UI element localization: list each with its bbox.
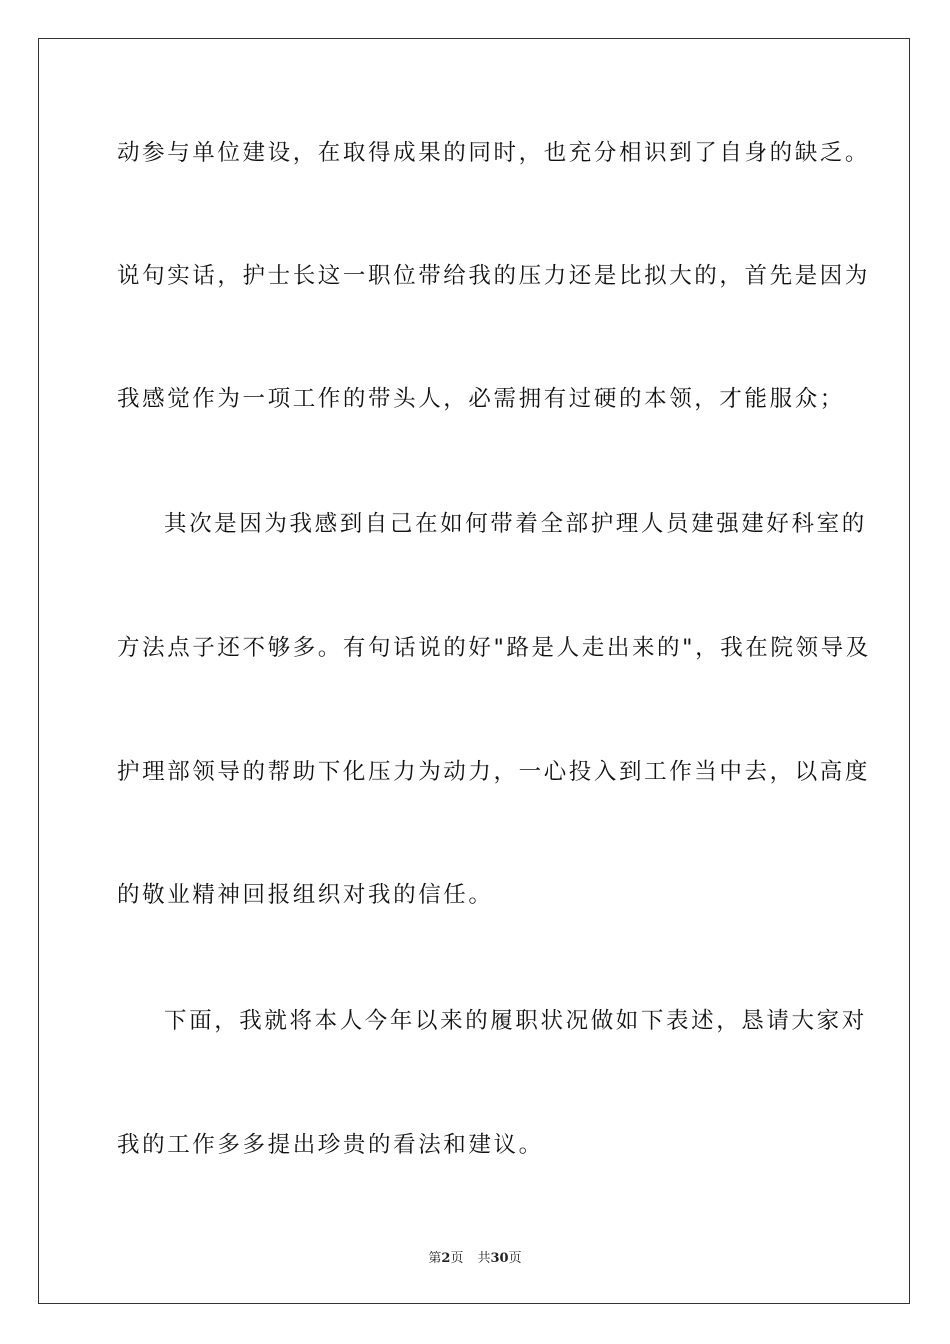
text-line-8: 下面，我就将本人今年以来的履职状况做如下表述，恳请大家对 <box>164 1008 867 1034</box>
text-line-7: 的敬业精神回报组织对我的信任。 <box>117 882 494 908</box>
footer-total-prefix: 共 <box>477 1251 491 1266</box>
text-line-1: 动参与单位建设，在取得成果的同时，也充分相识到了自身的缺乏。 <box>117 140 871 166</box>
text-line-3: 我感觉作为一项工作的带头人，必需拥有过硬的本领，才能服众； <box>117 386 845 412</box>
text-line-2: 说句实话，护士长这一职位带给我的压力还是比拟大的，首先是因为 <box>117 263 871 289</box>
text-line-9: 我的工作多多提出珍贵的看法和建议。 <box>117 1132 544 1158</box>
text-line-4: 其次是因为我感到自己在如何带着全部护理人员建强建好科室的 <box>164 511 867 537</box>
text-line-6: 护理部领导的帮助下化压力为动力，一心投入到工作当中去，以高度 <box>117 759 871 785</box>
page-border <box>38 38 910 1304</box>
footer-page-suffix: 页 <box>450 1251 464 1266</box>
page-footer <box>0 1247 950 1266</box>
text-line-5: 方法点子还不够多。有句话说的好"路是人走出来的"，我在院领导及 <box>117 635 871 661</box>
footer-total-suffix: 页 <box>508 1251 522 1266</box>
footer-total-pages: 30 <box>490 1251 509 1266</box>
footer-page-prefix: 第 <box>428 1251 442 1266</box>
footer-page-number: 2 <box>441 1251 451 1266</box>
